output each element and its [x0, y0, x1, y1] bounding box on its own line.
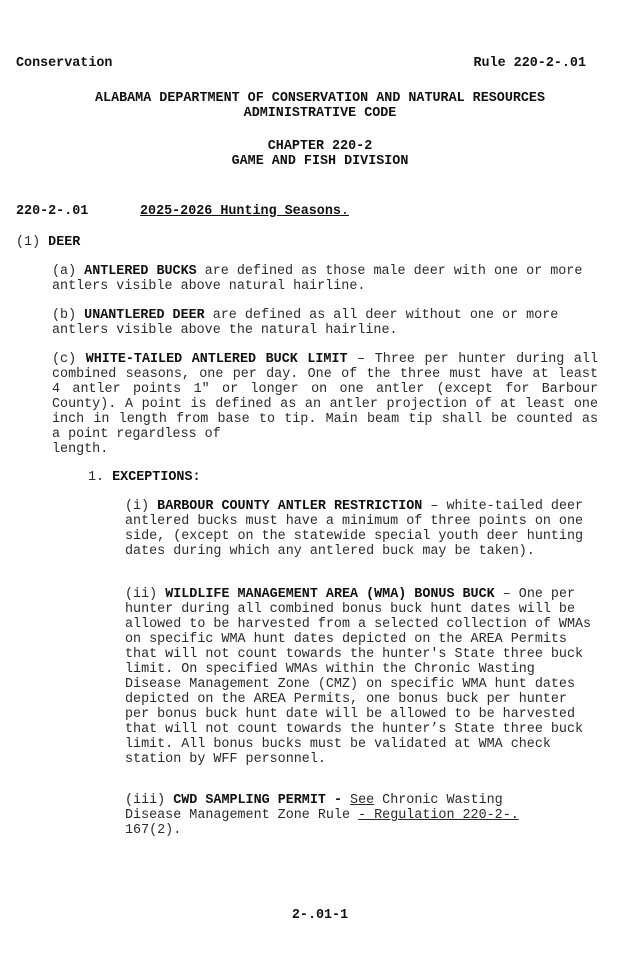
code-name: ADMINISTRATIVE CODE	[243, 106, 397, 121]
header-left: Conservation	[16, 56, 113, 71]
exc-iii-term: CWD SAMPLING PERMIT	[173, 793, 326, 808]
exception-iii	[125, 793, 565, 838]
exc-i-term: BARBOUR COUNTY ANTLER RESTRICTION	[157, 499, 423, 514]
exceptions-heading	[88, 470, 201, 485]
para-a-marker: (a)	[52, 264, 77, 279]
para-b-marker: (b)	[52, 308, 77, 323]
paragraph-c	[52, 352, 598, 457]
exc-ii-term: WILDLIFE MANAGEMENT AREA (WMA) BONUS BUCK	[165, 587, 495, 602]
chapter-number: CHAPTER 220-2	[267, 139, 373, 154]
exceptions-marker: 1.	[88, 470, 105, 485]
rule-title	[140, 204, 349, 219]
exc-iii-reference-end: 167(2).	[125, 823, 182, 838]
paragraph-b	[52, 308, 592, 338]
section-marker: (1)	[16, 235, 41, 250]
para-c-text: – Three per hunter during all combined seasons, one per day. One of the three must have at least 4 antler points 1" or longer on one antler (except for Barbour County). A point is defined as an antler projection of at least one inch in length from base to tip. Main beam tip shall be counted as a point regardless of	[52, 352, 598, 442]
exception-i	[125, 499, 591, 559]
rule-title-period: .	[340, 204, 349, 219]
exception-ii	[125, 587, 593, 767]
exc-ii-text: – One per hunter during all combined bonus buck hunt dates will be allowed to be harvested from a selected collection of WMAs on specific WMA hunt dates depicted on the AREA Permits that will not count towards the hunter's State three buck limit. On specified WMAs within the Chronic Wasting Disease Management Zone (CMZ) on specific WMA hunt dates depicted on the AREA Permits, one bonus buck per hunter per bonus buck hunt date will be allowed to be harvested that will not count towards the hunter’s State three buck limit. All bonus bucks must be validated at WMA check station by WFF personnel.	[125, 587, 592, 767]
exc-i-marker: (i)	[125, 499, 150, 514]
para-c-marker: (c)	[52, 352, 77, 367]
paragraph-a	[52, 264, 592, 294]
exc-i-text: – white-tailed deer antlered bucks must have a minimum of three points on one side, (except on the statewide special youth deer hunting dates during which any antlered buck may be taken).	[125, 499, 584, 559]
para-a-term: ANTLERED BUCKS	[84, 264, 197, 279]
exc-iii-text: Chronic Wasting Disease Management Zone Rule	[125, 793, 503, 823]
section-deer-heading	[16, 235, 80, 250]
rule-number: 220-2-.01	[16, 204, 89, 219]
para-c-body	[52, 352, 598, 442]
rule-title-text: 2025-2026 Hunting Seasons	[140, 204, 341, 219]
chapter-title: GAME AND FISH DIVISION	[231, 154, 409, 169]
para-a-text: are defined as those male deer with one or more antlers visible above natural hairline.	[52, 264, 583, 294]
exc-iii-see: See	[350, 793, 375, 808]
para-b-text: are defined as all deer without one or more antlers visible above the natural hairline.	[52, 308, 559, 338]
exc-ii-marker: (ii)	[125, 587, 158, 602]
exceptions-title: EXCEPTIONS:	[112, 470, 201, 485]
exc-iii-marker: (iii)	[125, 793, 166, 808]
para-c-tail: length.	[52, 442, 109, 457]
header-right: Rule 220-2-.01	[473, 56, 586, 71]
section-title: DEER	[48, 235, 81, 250]
agency-name: ALABAMA DEPARTMENT OF CONSERVATION AND NATURAL RESOURCES	[95, 91, 545, 106]
exc-iii-reference: - Regulation 220-2-.	[358, 808, 519, 823]
para-b-term: UNANTLERED DEER	[84, 308, 205, 323]
para-c-term: WHITE-TAILED ANTLERED BUCK LIMIT	[85, 352, 348, 367]
exc-iii-dash: -	[325, 793, 351, 808]
page-number: 2-.01-1	[291, 908, 349, 923]
